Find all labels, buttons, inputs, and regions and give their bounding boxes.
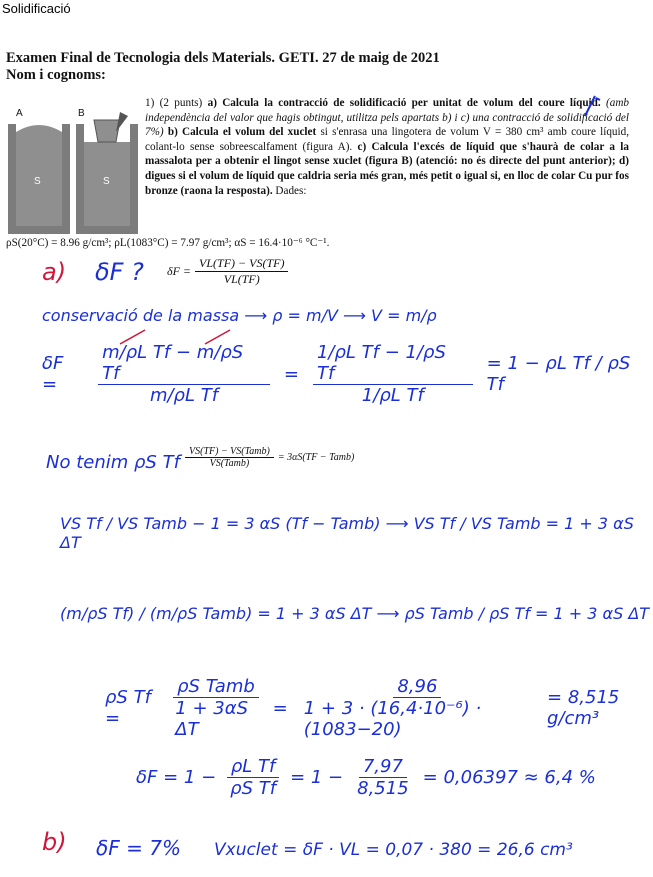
thermal-rhs: = 3αS(TF − Tamb) bbox=[277, 452, 355, 463]
delta-def-lhs: δF = bbox=[167, 264, 192, 278]
delta-derivation: δF = $\frac{\text{m/ρL Tf − m/ρS Tf}}{\text{m/ρL Tf}}$ = $\frac{\text{1/ρL Tf − 1/ρS Tf}}{\text{1/ρL Tf}}$ = 1 − ρL Tf / ρS Tf bbox=[42, 342, 653, 406]
problem-points: (2 punts) bbox=[159, 97, 203, 109]
thermal-num: VS(TF) − VS(Tamb) bbox=[185, 446, 274, 458]
delta-final-frac-den: ρS Tf bbox=[230, 778, 277, 799]
solid-label-a: S bbox=[34, 176, 41, 187]
figure-label-a: A bbox=[16, 108, 23, 119]
delta-final-calc bbox=[136, 756, 596, 799]
delta-final-den-val: 8,515 bbox=[357, 778, 409, 799]
part-a-note: (amb independència del valor que hagis obtingut, utilitza pels apartats b) i c) una contracció de solidificació del 7%) bbox=[145, 97, 630, 139]
delta-def-num: VL(TF) − VS(TF) bbox=[195, 256, 288, 272]
volume-relation: VS Tf / VS Tamb − 1 = 3 αS (Tf − Tamb) ⟶ VS Tf / VS Tamb = 1 + 3 αS ΔT bbox=[60, 514, 634, 552]
no-tenim: No tenim ρS Tf bbox=[46, 452, 180, 473]
mass-conservation: conservació de la massa ⟶ ρ = m/V ⟶ V = m/ρ bbox=[42, 306, 437, 325]
frac2-num: 1/ρL Tf − 1/ρS Tf bbox=[313, 342, 473, 385]
delta-def-den: VL(TF) bbox=[223, 272, 260, 286]
rho-den-val: 1 + 3 · (16,4·10⁻⁶) · (1083−20) bbox=[303, 698, 482, 740]
delta-definition bbox=[167, 256, 288, 287]
xuclet-volume: Vxuclet = δF · VL = 0,07 · 380 = 26,6 cm³ bbox=[214, 840, 573, 860]
name-line: Nom i cognoms: bbox=[6, 67, 106, 83]
delta-final-result: = 0,06397 ≈ 6,4 % bbox=[422, 767, 596, 788]
figure-label-b: B bbox=[78, 108, 85, 119]
rho-num-val: 8,96 bbox=[393, 676, 441, 698]
part-c-text: c) Calcula l'excés de líquid que s'haurà de colar a la massalota per a obtenir el lingot sense xuclet (figura B) bbox=[145, 140, 630, 168]
solution-part-a-label: a) bbox=[42, 258, 67, 286]
delta-question: δF ? bbox=[95, 258, 144, 286]
delta-rhs: = 1 − ρL Tf / ρS Tf bbox=[486, 353, 631, 395]
dades-values: ρS(20°C) = 8.96 g/cm³; ρL(1083°C) = 7.97 g/cm³; αS = 16.4·10⁻⁶ °C⁻¹. bbox=[6, 237, 330, 249]
problem-number: 1) bbox=[145, 97, 155, 109]
exam-title: Examen Final de Tecnologia dels Materials. GETI. 27 de maig de 2021 bbox=[6, 50, 440, 66]
part-b-text: b) Calcula el volum del xuclet bbox=[167, 126, 317, 139]
delta-final-lhs: δF = 1 − bbox=[136, 767, 217, 788]
problem-statement bbox=[145, 96, 629, 198]
rho-result: = 8,515 g/cm³ bbox=[547, 687, 620, 729]
rho-lhs: ρS Tf = bbox=[105, 687, 151, 729]
thermal-den: VS(Tamb) bbox=[209, 458, 250, 469]
part-d-text: d) digues si el volum de líquid que caldria seria més gran, més petit o igual si, en lloc de colar Cu pur fos bronze (raona la resposta). bbox=[145, 155, 629, 197]
rho-frac-den: 1 + 3αS ΔT bbox=[175, 698, 249, 740]
rho-solid-calc: ρS Tf = $\frac{\text{ρS Tamb}}{\text{1 + 3αS ΔT}}$ = $\frac{8,96}{\text{1 + 3 · (16,4·10⁻⁶) · (1083−20)}}$ = 8,515 g/cm³ bbox=[105, 676, 653, 740]
frac2-den: 1/ρL Tf bbox=[361, 385, 424, 406]
window-title: Solidificació bbox=[2, 1, 71, 16]
part-c-note: (atenció: no és directe del punt anterior); bbox=[416, 155, 616, 168]
solid-label-b: S bbox=[103, 176, 110, 187]
part-b-delta: δF = 7% bbox=[96, 836, 181, 860]
delta-final-num-val: 7,97 bbox=[359, 756, 407, 778]
rho-frac-num: ρS Tamb bbox=[173, 676, 259, 698]
delta-final-frac-num: ρL Tf bbox=[227, 756, 280, 778]
solution-part-b-label: b) bbox=[42, 828, 67, 856]
thermal-expansion-eq bbox=[185, 446, 354, 469]
ingot-mold-figure bbox=[4, 106, 142, 236]
frac1-den: m/ρL Tf bbox=[149, 385, 219, 406]
delta-final-mid: = 1 − bbox=[290, 767, 344, 788]
part-b-rest: si s'enrasa una lingotera de volum V = 380 cm³ amb coure líquid, colant-lo sense sobreescalfament (figura A). bbox=[145, 126, 630, 153]
frac1-num: m/ρL Tf − m/ρS Tf bbox=[98, 342, 270, 385]
delta-lhs: δF = bbox=[42, 353, 64, 395]
part-a-text: a) Calcula la contracció de solidificació per unitat de volum del coure líquid. bbox=[207, 97, 601, 109]
density-relation: (m/ρS Tf) / (m/ρS Tamb) = 1 + 3 αS ΔT ⟶ ρS Tamb / ρS Tf = 1 + 3 αS ΔT bbox=[60, 604, 650, 623]
dades-label: Dades: bbox=[275, 184, 307, 197]
